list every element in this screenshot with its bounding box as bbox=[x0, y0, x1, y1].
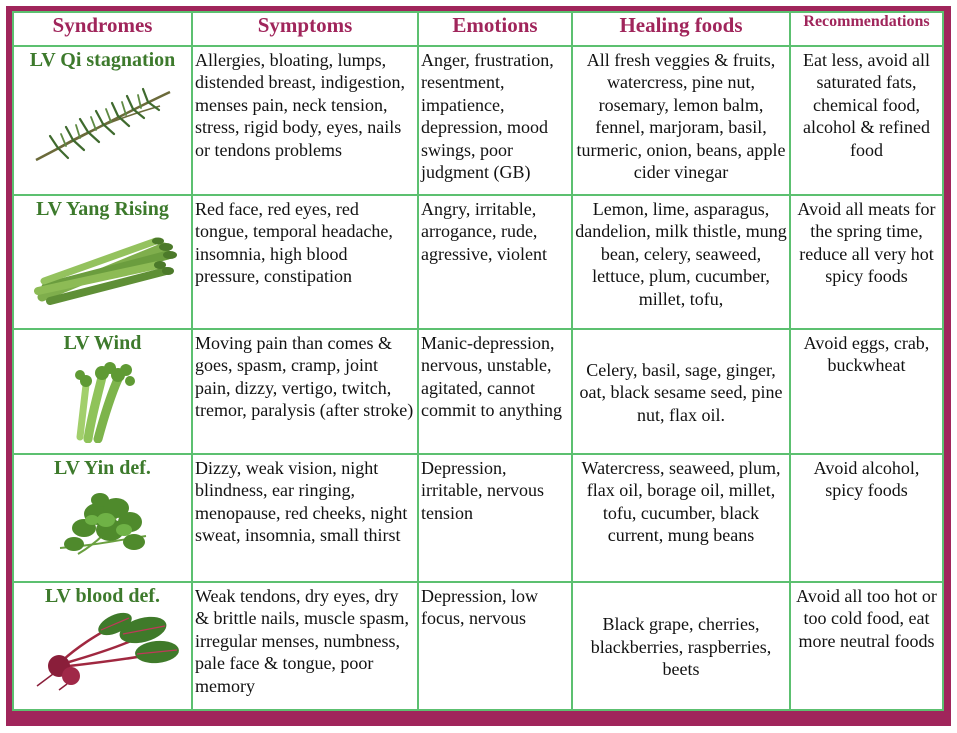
recommendations-cell bbox=[790, 46, 943, 195]
emotions-text: Angry, irritable, arrogance, rude, agressive, violent bbox=[421, 199, 547, 264]
symptoms-cell bbox=[192, 46, 418, 195]
recommendations-text: Eat less, avoid all saturated fats, chemical food, alcohol & refined food bbox=[803, 50, 930, 160]
recommendations-text: Avoid all too hot or too cold food, eat more neutral foods bbox=[796, 586, 937, 651]
foods-cell bbox=[572, 454, 790, 582]
recommendations-cell bbox=[790, 329, 943, 454]
beet-icon bbox=[23, 612, 183, 692]
symptoms-cell bbox=[192, 195, 418, 329]
table-row bbox=[13, 329, 943, 454]
syndrome-cell bbox=[13, 582, 192, 710]
emotions-text: Anger, frustration, resentment, impatience, depression, mood swings, poor judgment (GB) bbox=[421, 50, 554, 183]
recommendations-text: Avoid alcohol, spicy foods bbox=[813, 458, 920, 501]
foods-text: All fresh veggies & fruits, watercress, pine nut, rosemary, lemon balm, fennel, marjoram, basil, turmeric, onion, beans, apple cider vinegar bbox=[576, 50, 786, 183]
foods-text: Watercress, seaweed, plum, flax oil, borage oil, millet, tofu, cucumber, black current, mung beans bbox=[581, 458, 781, 546]
syndrome-name: LV Yang Rising bbox=[36, 198, 169, 220]
emotions-cell bbox=[418, 454, 572, 582]
recommendations-cell bbox=[790, 454, 943, 582]
asparagus-icon bbox=[28, 225, 178, 307]
emotions-cell bbox=[418, 329, 572, 454]
foods-cell bbox=[572, 46, 790, 195]
header-healing-foods: Healing foods bbox=[572, 12, 790, 46]
foods-text: Black grape, cherries, blackberries, raspberries, beets bbox=[590, 614, 772, 680]
syndrome-cell bbox=[13, 454, 192, 582]
symptoms-text: Moving pain than comes & goes, spasm, cramp, joint pain, dizzy, vertigo, twitch, tremor, paralysis (after stroke) bbox=[195, 333, 414, 421]
watercress-icon bbox=[48, 484, 158, 572]
syndrome-cell bbox=[13, 195, 192, 329]
header-symptoms: Symptoms bbox=[192, 12, 418, 46]
header-row bbox=[13, 12, 943, 46]
symptoms-text: Red face, red eyes, red tongue, temporal headache, insomnia, high blood pressure, constipation bbox=[195, 199, 393, 287]
syndrome-cell bbox=[13, 329, 192, 454]
syndrome-name: LV Wind bbox=[63, 332, 142, 354]
syndrome-name: LV Yin def. bbox=[54, 457, 151, 479]
symptoms-text: Weak tendons, dry eyes, dry & brittle nails, muscle spasm, irregular menses, numbness, pale face & tongue, poor memory bbox=[195, 586, 409, 696]
recommendations-cell bbox=[790, 195, 943, 329]
recommendations-cell bbox=[790, 582, 943, 710]
foods-cell bbox=[572, 582, 790, 710]
emotions-cell bbox=[418, 582, 572, 710]
symptoms-cell bbox=[192, 454, 418, 582]
emotions-text: Depression, low focus, nervous bbox=[421, 586, 538, 629]
celery-icon bbox=[58, 359, 148, 443]
foods-cell bbox=[572, 329, 790, 454]
emotions-text: Depression, irritable, nervous tension bbox=[421, 458, 544, 523]
symptoms-cell bbox=[192, 582, 418, 710]
emotions-cell bbox=[418, 195, 572, 329]
symptoms-text: Dizzy, weak vision, night blindness, ear ringing, menopause, red cheeks, night sweat, insomnia, small thirst bbox=[195, 458, 408, 546]
liver-syndromes-table bbox=[12, 11, 944, 711]
rosemary-icon bbox=[28, 76, 178, 168]
emotions-text: Manic-depression, nervous, unstable, agitated, cannot commit to anything bbox=[421, 333, 562, 421]
header-emotions: Emotions bbox=[418, 12, 572, 46]
symptoms-text: Allergies, bloating, lumps, distended breast, indigestion, menses pain, neck tension, stress, rigid body, eyes, nails or tendons problems bbox=[195, 50, 405, 160]
table-row bbox=[13, 582, 943, 710]
foods-cell bbox=[572, 195, 790, 329]
syndrome-name: LV blood def. bbox=[44, 585, 161, 607]
recommendations-text: Avoid all meats for the spring time, reduce all very hot spicy foods bbox=[797, 199, 936, 287]
header-syndromes: Syndromes bbox=[13, 12, 192, 46]
table-row bbox=[13, 46, 943, 195]
emotions-cell bbox=[418, 46, 572, 195]
syndrome-name: LV Qi stagnation bbox=[29, 49, 176, 71]
header-recommendations: Recommendations bbox=[790, 12, 943, 46]
symptoms-cell bbox=[192, 329, 418, 454]
foods-text: Celery, basil, sage, ginger, oat, black sesame seed, pine nut, flax oil. bbox=[579, 359, 783, 425]
recommendations-text: Avoid eggs, crab, buckwheat bbox=[803, 333, 930, 376]
syndrome-cell bbox=[13, 46, 192, 195]
table-row bbox=[13, 195, 943, 329]
table-row bbox=[13, 454, 943, 582]
foods-text: Lemon, lime, asparagus, dandelion, milk thistle, mung bean, celery, seaweed, lettuce, plum, cucumber, millet, tofu, bbox=[575, 199, 787, 309]
